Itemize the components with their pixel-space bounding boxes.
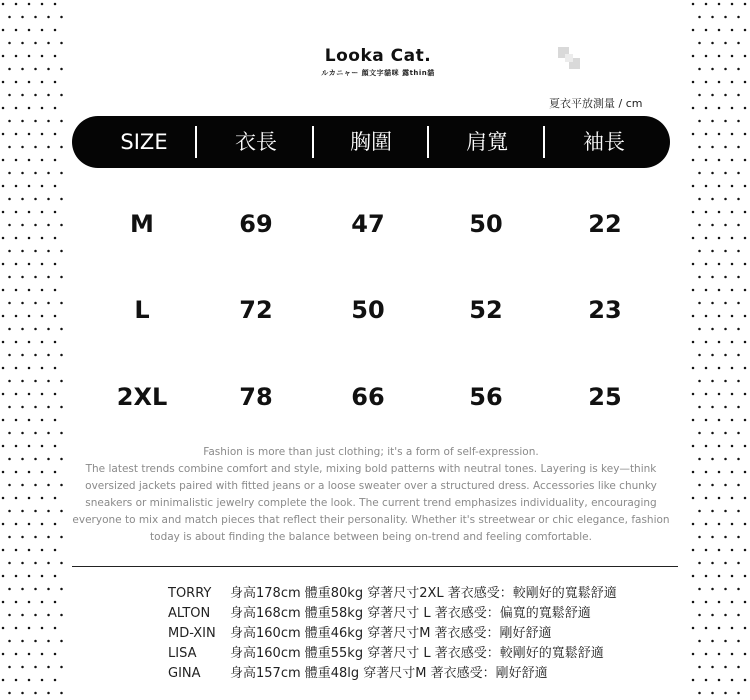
- cell-chest: 50: [351, 296, 385, 324]
- size-table-header: [72, 116, 670, 168]
- cell-shoulder: 56: [469, 383, 503, 411]
- cell-shoulder: 52: [469, 296, 503, 324]
- brand-logo: [318, 46, 438, 78]
- section-divider: [72, 566, 678, 567]
- paragraph-line: Fashion is more than just clothing; it's a form of self-expression.: [203, 446, 539, 458]
- logo-text: Looka Cat.: [324, 46, 432, 66]
- fashion-description: [72, 444, 670, 546]
- size-row-m: [72, 204, 670, 244]
- size-row-2xl: [72, 377, 670, 417]
- model-name: TORRY: [168, 586, 212, 601]
- size-row-l: [72, 290, 670, 330]
- header-divider: [195, 126, 197, 158]
- decorative-squares-icon: [558, 47, 582, 71]
- measurement-note: 夏衣平放測量 / cm: [549, 97, 643, 110]
- cell-chest: 47: [351, 210, 385, 238]
- model-name: ALTON: [168, 606, 211, 621]
- model-details: 身高160cm 體重55kg 穿著尺寸 L 著衣感受：較剛好的寬鬆舒適: [230, 646, 604, 661]
- cell-size: L: [134, 296, 150, 324]
- model-name: GINA: [168, 666, 201, 681]
- paragraph-line: everyone to mix and match pieces that reflect their personality. Whether it's streetwear or chic elegance, fashion: [72, 514, 670, 526]
- logo-subtitle: ルカニャー 顔文字貓咪 露thin貓: [321, 69, 435, 77]
- header-sleeve: 袖長: [583, 130, 625, 154]
- cell-length: 72: [239, 296, 273, 324]
- header-shoulder: 肩寬: [466, 130, 508, 154]
- model-details: 身高160cm 體重46kg 穿著尺寸M 著衣感受：剛好舒適: [230, 626, 552, 641]
- model-details: 身高178cm 體重80kg 穿著尺寸2XL 著衣感受：較剛好的寬鬆舒適: [230, 586, 617, 601]
- cell-chest: 66: [351, 383, 385, 411]
- header-divider: [543, 126, 545, 158]
- right-dot-pattern: [690, 0, 750, 700]
- model-name: MD-XIN: [168, 626, 216, 641]
- paragraph-line: The latest trends combine comfort and style, mixing bold patterns with neutral tones. Layering is key—think: [85, 463, 657, 475]
- paragraph-line: today is about finding the balance between being on-trend and feeling comfortable.: [150, 531, 592, 543]
- paragraph-line: oversized jackets paired with fitted jeans or a loose sweater over a structured dress. Accessories like chunky: [85, 480, 657, 492]
- model-details: 身高168cm 體重58kg 穿著尺寸 L 著衣感受：偏寬的寬鬆舒適: [230, 606, 591, 621]
- cell-sleeve: 22: [588, 210, 622, 238]
- header-size: SIZE: [120, 130, 168, 154]
- cell-length: 69: [239, 210, 273, 238]
- model-name: LISA: [168, 646, 197, 661]
- cell-size: 2XL: [116, 383, 168, 411]
- cell-sleeve: 23: [588, 296, 622, 324]
- cell-sleeve: 25: [588, 383, 622, 411]
- model-details: 身高157cm 體重48lg 穿著尺寸M 著衣感受：剛好舒適: [230, 666, 548, 681]
- paragraph-line: sneakers or minimalistic jewelry complete the look. The current trend emphasizes individuality, encouraging: [85, 497, 657, 509]
- cell-size: M: [130, 210, 154, 238]
- header-chest: 胸圍: [350, 130, 392, 154]
- left-dot-pattern: [0, 0, 65, 700]
- cell-shoulder: 50: [469, 210, 503, 238]
- cell-length: 78: [239, 383, 273, 411]
- header-length: 衣長: [235, 130, 277, 154]
